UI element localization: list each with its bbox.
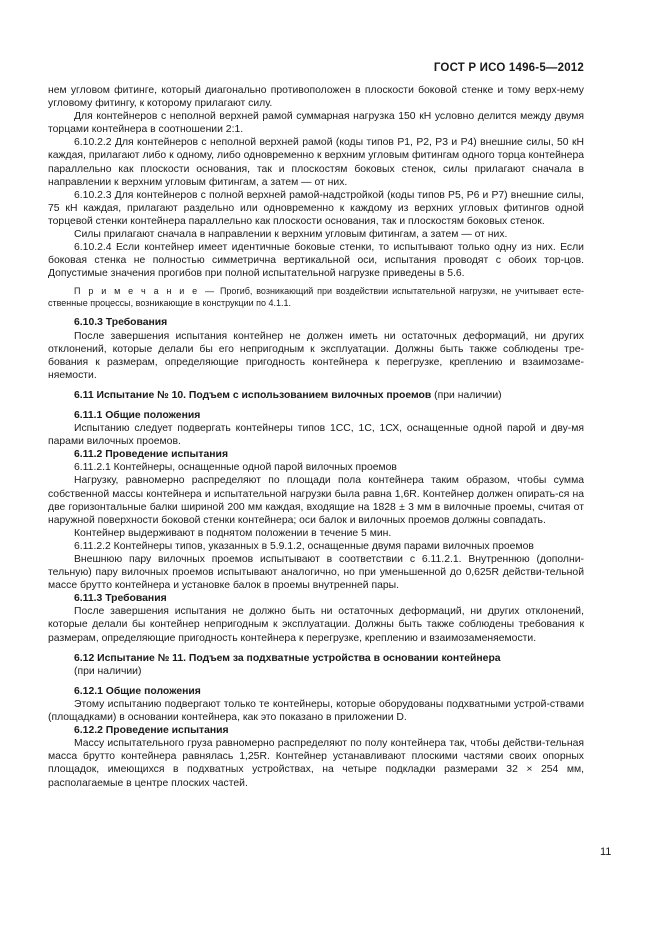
- section-heading: 6.10.3 Требования: [74, 317, 168, 329]
- page-number: 11: [600, 846, 612, 858]
- paragraph: 6.10.2.3 Для контейнеров с полной верхней рамой-надстройкой (коды типов Р5, Р6 и Р7) внешние силы, 75 кН каждая, прилагают раздельно или одновременно к каждому из верхних угловых фитингов одной торцевой стенки контейнера параллельно как плоскости основания, так и плоскостям боковых стенок.: [48, 189, 584, 227]
- section-heading: 6.12 Испытание № 11. Подъем за подхватные устройства в основании контейнера: [74, 652, 501, 664]
- section-heading: 6.11 Испытание № 10. Подъем с использованием вилочных проемов: [74, 389, 432, 401]
- paragraph: 6.11.2.2 Контейнеры типов, указанных в 5.9.1.2, оснащенные двумя парами вилочных проемов: [74, 540, 534, 552]
- paragraph: 6.10.2.2 Для контейнеров с неполной верхней рамой (коды типов Р1, Р2, Р3 и Р4) внешние силы, 50 кН каждая, прилагают либо к одному, либо одновременно к верхним угловым фитингам одного торца контейнера параллельно как плоскости основания, так и плоскостям боковых стенок, силы прилагают сначала в направлении к верхним угловым фитингам, а затем — от них.: [48, 137, 584, 188]
- paragraph: Для контейнеров с неполной верхней рамой суммарная нагрузка 150 кН условно делится между двумя торцами контейнера в соотношении 2:1.: [48, 111, 584, 136]
- paragraph: нем угловом фитинге, который диагонально противоположен в плоскости боковой стенке и тому верх-нему угловому фитингу, к которому прилагают силу.: [48, 85, 584, 110]
- paragraph: Контейнер выдерживают в поднятом положении в течение 5 мин.: [74, 527, 392, 539]
- section-heading: 6.11.3 Требования: [74, 593, 167, 605]
- heading-suffix: (при наличии): [74, 665, 142, 677]
- section-heading: 6.11.1 Общие положения: [74, 409, 201, 421]
- section-heading: 6.11.2 Проведение испытания: [74, 449, 229, 461]
- paragraph: 6.10.2.4 Если контейнер имеет идентичные боковые стенки, то испытывают только одну из них. Если боковая стенка не полностью симметрична вертикальной оси, испытания проводят с обоих тор-цов. Допустимые значения прогибов при полной испытательной нагрузке приведены в 5.6.: [48, 242, 584, 280]
- paragraph: После завершения испытания не должно быть ни остаточных деформаций, ни других отклонений, которые делали бы контейнер непригодным к эксплуатации. Должны быть также соблюдены требования к размерам, определяющие пригодность контейнера к перегрузке, креплению и взаимозаменяемости.: [48, 606, 584, 644]
- paragraph: Массу испытательного груза равномерно распределяют по полу контейнера так, чтобы действи-тельная масса брутто контейнера равнялась 1,25R. Контейнер устанавливают плоскими частями своих опорных площадок, имеющихся в подхватных устройствах, на четыре подкладки размерами 32 × 254 мм, располагаемые в центре плоских частей.: [48, 738, 584, 789]
- heading-suffix: (при наличии): [434, 389, 502, 401]
- document-header: ГОСТ Р ИСО 1496-5—2012: [433, 62, 584, 74]
- paragraph: Этому испытанию подвергают только те контейнеры, которые оборудованы подхватными устрой-ствами (площадками) в основании контейнера, как это показано в приложении D.: [48, 698, 584, 724]
- section-heading: 6.12.1 Общие положения: [74, 685, 201, 697]
- paragraph: Нагрузку, равномерно распределяют по площади пола контейнера таким образом, чтобы сумма собственной массы контейнера и испытательной нагрузки была равна 1,6R. Контейнер должен опирать-ся на две горизонтальные балки шириной 200 мм каждая, входящие на 1828 ± 3 мм в вилочные проемы, считая от наружной поверхности боковой стенки контейнера; оси балок и вилочных проемов должны совпадать.: [48, 475, 584, 526]
- note-label: П р и м е ч а н и е —: [74, 286, 217, 297]
- paragraph: Силы прилагают сначала в направлении к верхним угловым фитингам, а затем — от них.: [74, 229, 508, 241]
- paragraph: Внешнюю пару вилочных проемов испытывают в соответствии с 6.11.2.1. Внутреннюю (дополни-тельную) пару вилочных проемов испытывают аналогично, но при уменьшенной до 0,625R действи-тельной массе брутто контейнера и установке балок в проемы внутренней пары.: [48, 554, 584, 592]
- paragraph: После завершения испытания контейнер не должен иметь ни остаточных деформаций, ни других отклонений, которые делали бы его непригодным к эксплуатации. Должны быть также соблюдены тре-бования к размерам, определяющие пригодность контейнера к перегрузке, креплению и взаимозаме-няемости.: [48, 330, 584, 381]
- note: [48, 285, 584, 309]
- note-text: Прогиб, возникающий при воздействии испытательной нагрузки, не учитывает есте-ственные процессы, возникающие в конструкции по 4.1.1.: [48, 286, 584, 309]
- document-page: [48, 0, 612, 935]
- paragraph: 6.11.2.1 Контейнеры, оснащенные одной парой вилочных проемов: [74, 462, 397, 474]
- document-body: [48, 84, 584, 790]
- section-heading-6-11: [48, 389, 584, 402]
- section-heading: 6.12.2 Проведение испытания: [74, 725, 229, 737]
- paragraph: Испытанию следует подвергать контейнеры типов 1СС, 1С, 1СХ, оснащенные одной парой и дву-мя парами вилочных проемов.: [48, 423, 584, 448]
